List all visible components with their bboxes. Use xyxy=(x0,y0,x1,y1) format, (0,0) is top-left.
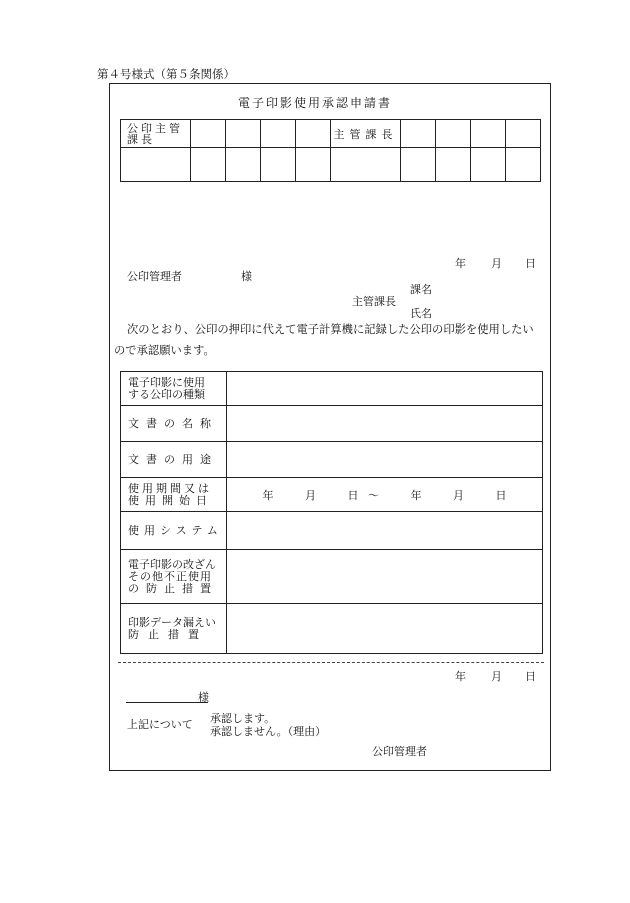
label-seal-type: 電子印影に使用 する公印の種類 xyxy=(121,372,227,406)
label-usage-period: 使用期間又は 使用開始日 xyxy=(121,478,227,512)
value-document-name[interactable] xyxy=(227,406,543,442)
request-text-line-2: ので承認願います。 xyxy=(114,344,215,357)
stamp-cell xyxy=(226,148,261,182)
stamp-cell xyxy=(191,120,226,148)
label-tamper-prevention: 電子印影の改ざん その他不正使用 の防止措置 xyxy=(121,550,227,604)
value-document-purpose[interactable] xyxy=(227,442,543,478)
stamp-cell xyxy=(226,120,261,148)
stamp-cell xyxy=(331,148,401,182)
stamp-cell xyxy=(261,120,296,148)
applicant-name-label: 氏名 xyxy=(410,307,432,320)
label-document-purpose: 文書の用途 xyxy=(121,442,227,478)
reply-signer-label: 公印管理者 xyxy=(372,745,427,758)
stamp-cell xyxy=(121,148,191,182)
table-row xyxy=(121,604,543,654)
table-row xyxy=(121,478,543,512)
reply-date-month-label: 月 xyxy=(491,670,502,683)
stamp-header-section-manager: 主管課長 xyxy=(331,120,401,148)
stamp-cell xyxy=(261,148,296,182)
details-table xyxy=(120,371,543,654)
stamp-cell xyxy=(436,120,471,148)
addressee-honorific: 様 xyxy=(241,270,252,283)
stamp-cell xyxy=(296,120,331,148)
stamp-cell xyxy=(296,148,331,182)
stamp-cell xyxy=(401,120,436,148)
addressee-label: 公印管理者 xyxy=(127,270,182,283)
label-system: 使用システム xyxy=(121,512,227,550)
reply-honorific: 様 xyxy=(198,691,209,704)
dept-name-label: 課名 xyxy=(410,283,432,296)
table-row xyxy=(121,372,543,406)
dashed-separator xyxy=(118,662,544,663)
stamp-cell xyxy=(506,148,541,182)
applicant-title-label: 主管課長 xyxy=(352,295,396,308)
stamp-cell xyxy=(401,148,436,182)
recipient-name-line xyxy=(126,702,208,703)
date-year-label: 年 xyxy=(455,257,466,270)
label-leak-prevention: 印影データ漏えい 防止措置 xyxy=(121,604,227,654)
approval-stamp-table xyxy=(120,119,541,182)
stamp-cell xyxy=(191,148,226,182)
date-day-label: 日 xyxy=(525,257,536,270)
stamp-cell xyxy=(471,148,506,182)
value-leak-prevention[interactable] xyxy=(227,604,543,654)
label-document-name: 文書の名称 xyxy=(121,406,227,442)
table-row xyxy=(121,550,543,604)
table-row xyxy=(121,442,543,478)
reply-date-year-label: 年 xyxy=(455,670,466,683)
stamp-cell xyxy=(471,120,506,148)
value-seal-type[interactable] xyxy=(227,372,543,406)
stamp-cell xyxy=(506,120,541,148)
reply-approve-option[interactable]: 承認します。 xyxy=(210,712,276,725)
document-title: 電子印影使用承認申請書 xyxy=(237,96,392,110)
table-row xyxy=(121,406,543,442)
table-row xyxy=(121,512,543,550)
stamp-header-seal-manager: 公印主管課長 xyxy=(121,120,191,148)
stamp-cell xyxy=(436,148,471,182)
request-text-line-1: 次のとおり、公印の押印に代えて電子計算機に記録した公印の印影を使用したい xyxy=(127,323,534,336)
date-month-label: 月 xyxy=(491,257,502,270)
value-system[interactable] xyxy=(227,512,543,550)
reply-disapprove-option[interactable]: 承認しません。（理由） xyxy=(210,725,327,738)
value-tamper-prevention[interactable] xyxy=(227,550,543,604)
reply-regarding: 上記について xyxy=(127,718,193,731)
value-usage-period[interactable]: 年 月 日 ～ 年 月 日 xyxy=(227,478,543,512)
form-number: 第４号様式（第５条関係） xyxy=(97,67,235,81)
reply-date-day-label: 日 xyxy=(525,670,536,683)
